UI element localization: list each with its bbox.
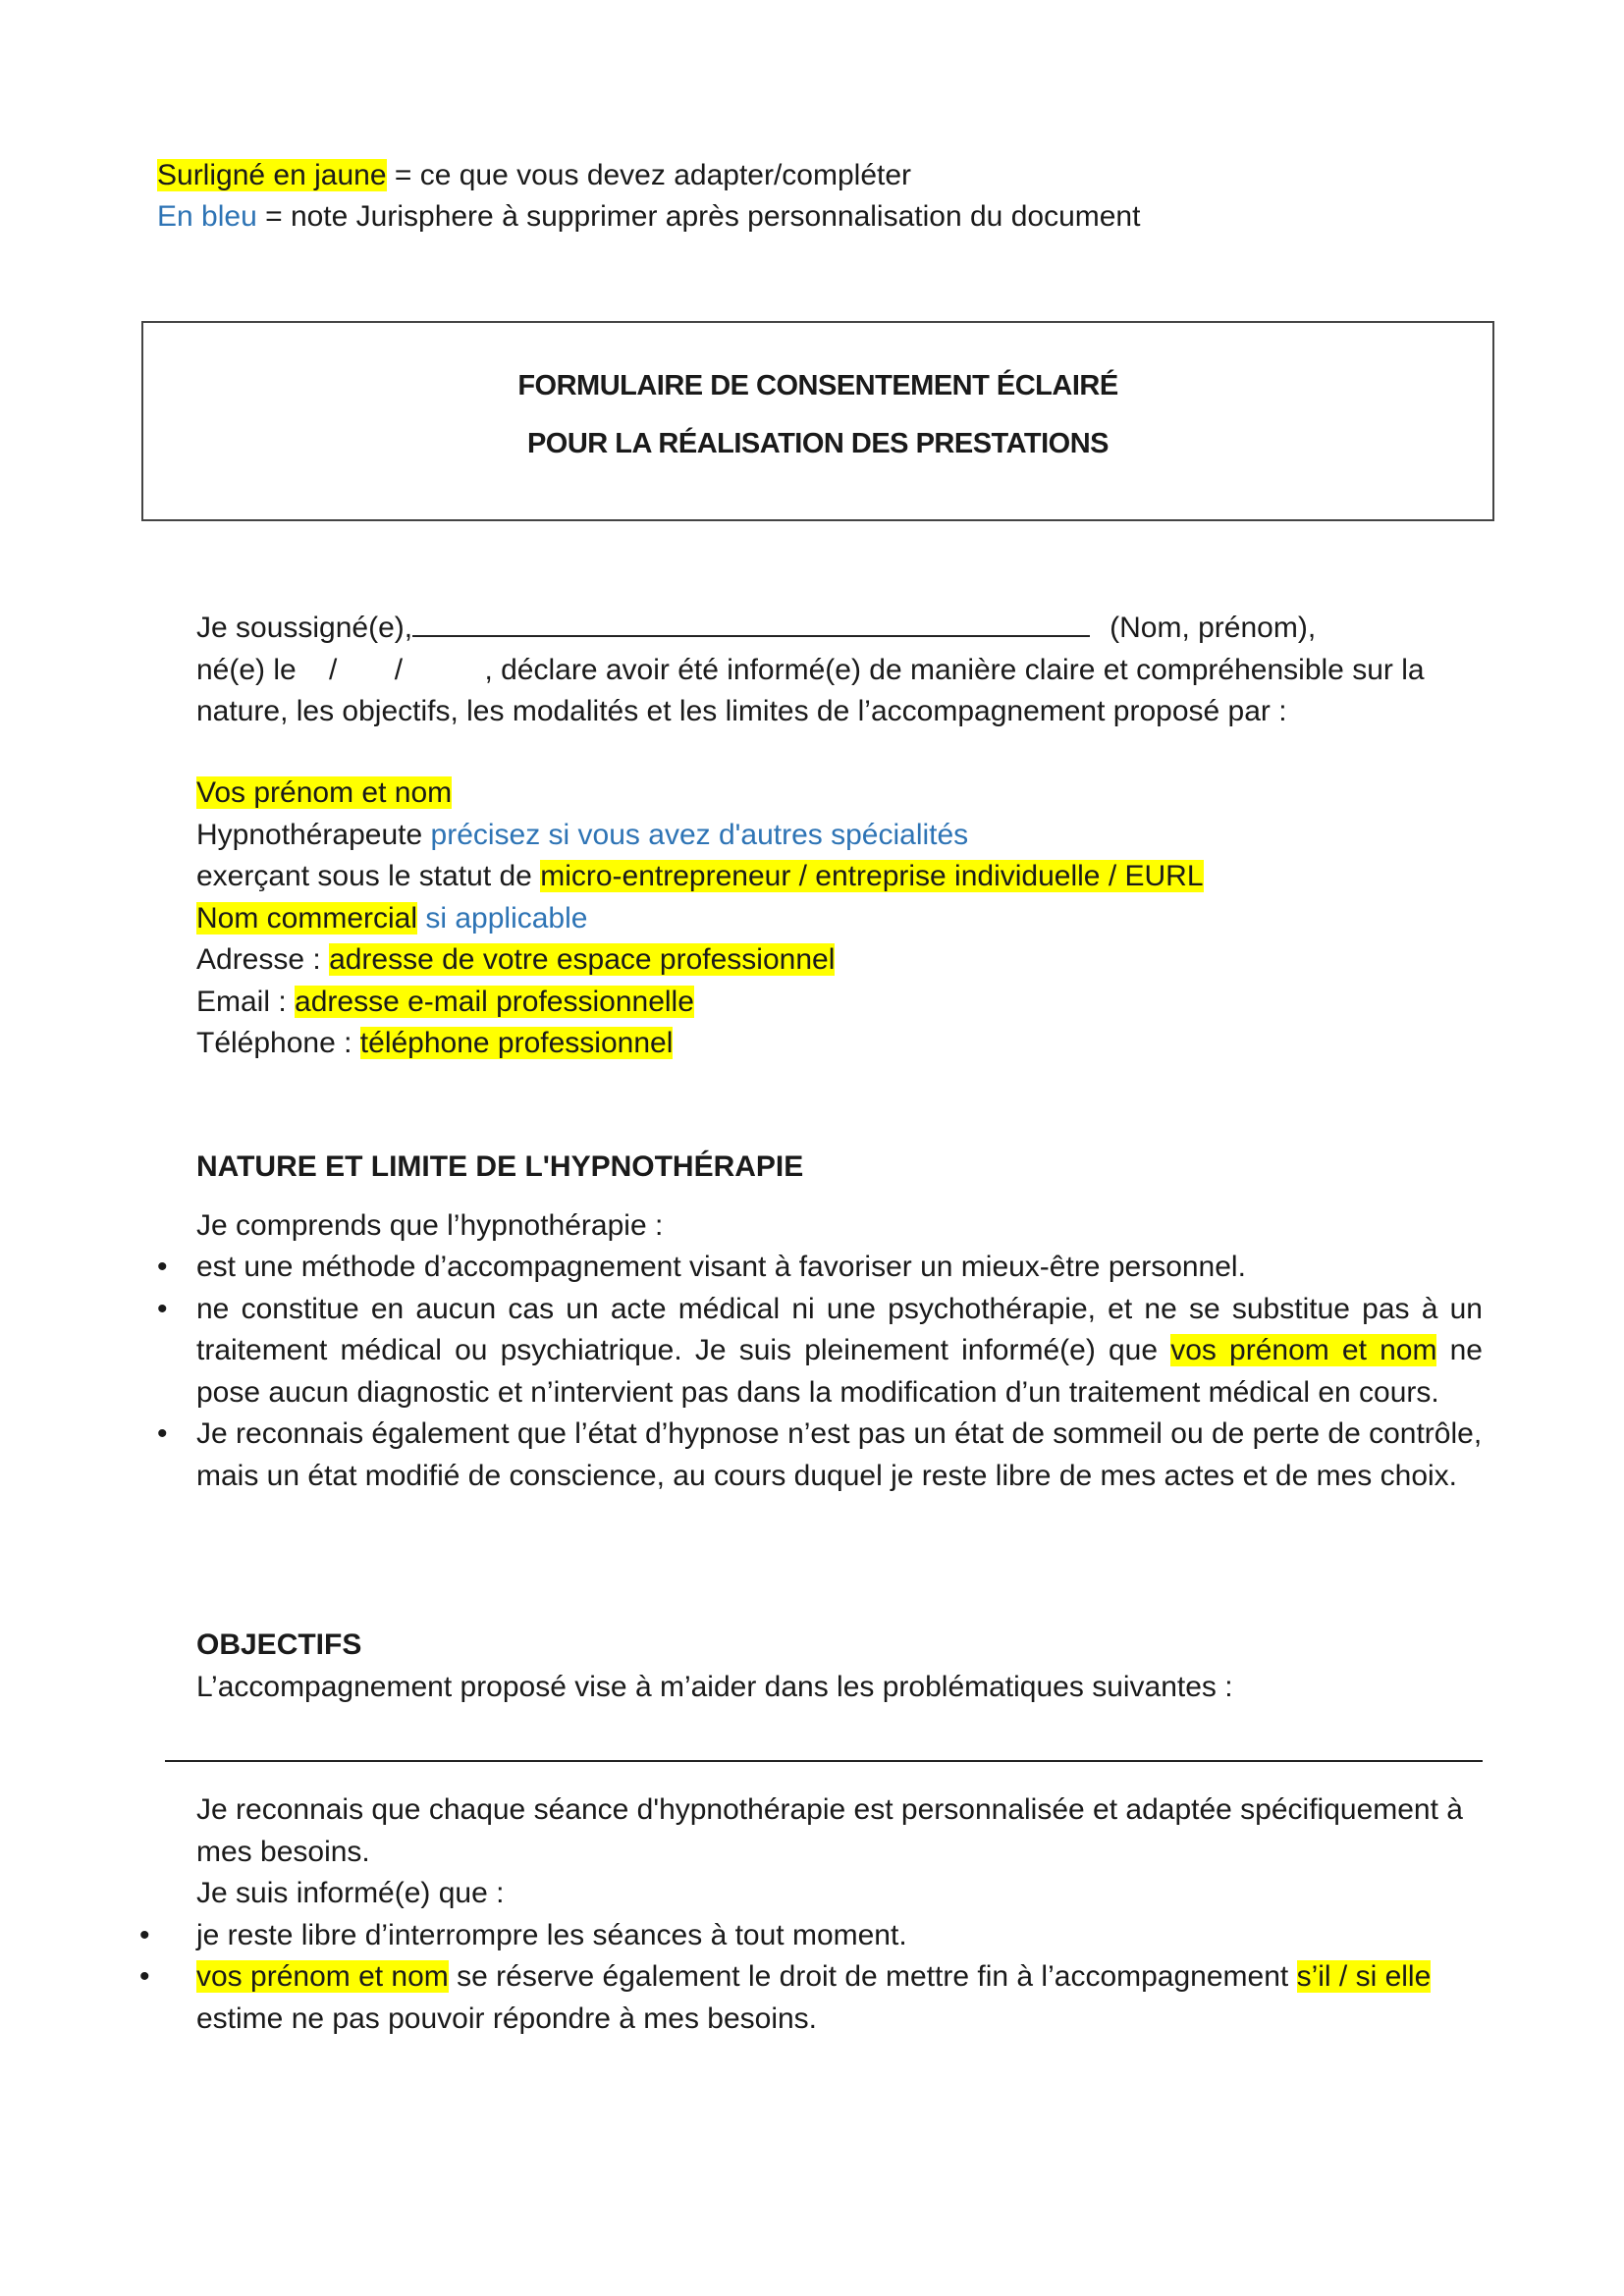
objectifs-bullet-2-text-b: estime ne pas pouvoir répondre à mes besoins. [196,2002,818,2035]
legend-blue-text: = note Jurisphere à supprimer après personnalisation du document [256,200,1141,233]
provider-statut-value: micro-entrepreneur / entreprise individuelle / EURL [540,860,1204,892]
provider-statut-line [196,856,1483,898]
objectifs-details [196,1789,1483,2040]
objectifs-bullet-2-text-a: se réserve également le droit de mettre fin à l’accompagnement [448,1960,1297,1993]
name-blank-field[interactable] [412,606,1090,637]
nature-bullet-3: • Je reconnais également que l’état d’hypnose n’est pas un état de sommeil ou de perte de contrôle, mais un état modifié de conscience, au cours duquel je reste libre de mes actes et de mes choix. [196,1414,1483,1497]
provider-commercial-note: si applicable [417,901,588,934]
provider-email-line [196,982,1483,1024]
objectifs-intro: L’accompagnement proposé vise à m’aider dans les problématiques suivantes : [196,1670,1233,1703]
provider-statut-prefix: exerçant sous le statut de [196,860,541,892]
nature-bullet-1: • est une méthode d’accompagnement visant à favoriser un mieux-être personnel. [196,1247,1483,1289]
provider-phone-line [196,1023,1483,1065]
intro-birth-line [196,650,1483,692]
nature-bullet-2 [196,1289,1483,1415]
provider-address-value: adresse de votre espace professionnel [329,943,836,976]
birth-date-field[interactable]: né(e) le / / [196,653,485,686]
objectifs-paragraph-2: Je suis informé(e) que : [196,1877,505,1909]
provider-email-label: Email : [196,985,296,1018]
title-box [141,321,1494,521]
nature-bullet-list [196,1247,1483,1497]
provider-profession-line [196,815,1483,857]
objectifs-paragraph-1: Je reconnais que chaque séance d'hypnothérapie est personnalisée et adaptée spécifiquement à mes besoins. [196,1793,1463,1868]
provider-profession-note: précisez si vous avez d'autres spécialités [430,818,969,851]
objectifs-answer-line[interactable] [165,1760,1483,1762]
legend-blue-label: En bleu [157,200,257,233]
intro-nature-line: nature, les objectifs, les modalités et les limites de l’accompagnement proposé par : [196,695,1287,727]
nature-intro: Je comprends que l’hypnothérapie : [196,1208,664,1242]
objectifs-bullet-2-highlight-2: s’il / si elle [1296,1960,1432,1993]
nom-prenom-label: (Nom, prénom), [1110,612,1317,644]
nature-bullet-2-highlight: vos prénom et nom [1170,1334,1437,1366]
provider-address-label: Adresse : [196,943,330,976]
provider-name: Vos prénom et nom [196,776,453,809]
objectifs-bullet-1: • je reste libre d’interrompre les séances à tout moment. [196,1915,1483,1957]
objectifs-section [196,1625,1483,1708]
objectifs-bullet-2-highlight-1: vos prénom et nom [196,1960,449,1993]
nature-bullet-2-text-a: ne constitue en aucun cas un acte médical ni une psychothérapie, et ne se substitue pas à un traitement médical ou psychiatrique. Je suis pleinement informé(e) que [196,1292,1483,1366]
provider-phone-value: téléphone professionnel [359,1027,674,1059]
legend-blue-line [157,196,1140,238]
intro-section [196,606,1483,733]
objectifs-bullet-list [196,1915,1483,2041]
nature-heading: NATURE ET LIMITE DE L'HYPNOTHÉRAPIE [196,1150,804,1183]
objectifs-heading: OBJECTIFS [196,1629,362,1661]
legend-yellow-line [157,155,1140,196]
nature-section [196,1147,1483,1497]
title-line-1: FORMULAIRE DE CONSENTEMENT ÉCLAIRÉ [517,370,1118,401]
intro-soussigne-line [196,606,1483,650]
legend-yellow-text: = ce que vous devez adapter/compléter [386,159,912,191]
declare-text: , déclare avoir été informé(e) de manière claire et compréhensible sur la [484,653,1425,686]
provider-commercial-line [196,898,1483,940]
objectifs-bullet-2 [196,1956,1483,2040]
provider-name-line [196,773,1483,815]
legend-yellow-label: Surligné en jaune [157,159,387,191]
soussigne-label: Je soussigné(e), [196,612,413,644]
provider-profession: Hypnothérapeute [196,818,431,851]
title-line-2: POUR LA RÉALISATION DES PRESTATIONS [526,428,1110,459]
provider-address-line [196,939,1483,982]
provider-phone-label: Téléphone : [196,1027,360,1059]
provider-commercial-name: Nom commercial [196,901,418,934]
provider-email-value: adresse e-mail professionnelle [295,985,694,1018]
legend [157,155,1140,238]
provider-section [196,773,1483,1065]
nature-bullet-2-text-b: ne pose aucun diagnostic et n’intervient pas dans la modification d’un traitement médical en cours. [196,1334,1483,1409]
